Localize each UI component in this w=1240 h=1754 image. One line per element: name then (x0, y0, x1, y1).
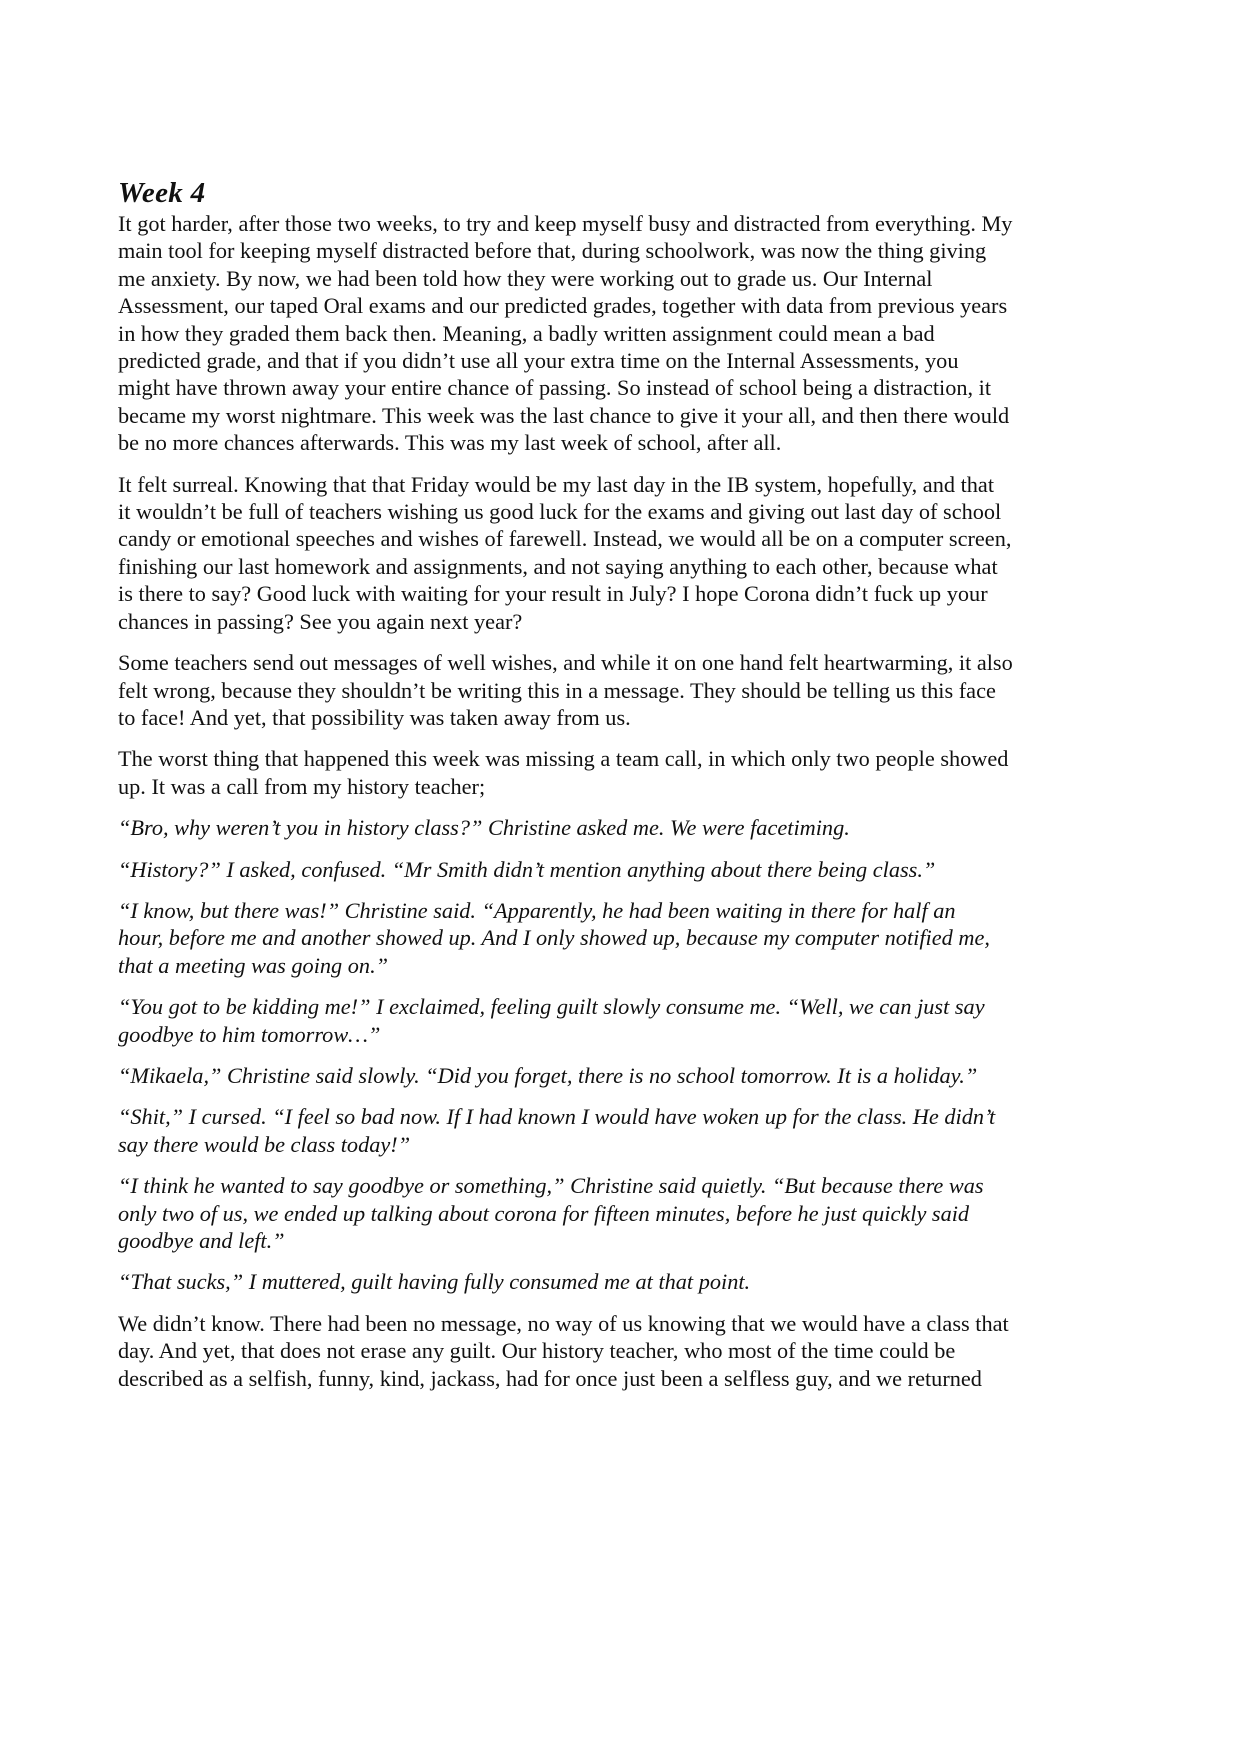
text-line: it wouldn’t be full of teachers wishing us good luck for the exams and giving out last day of school (118, 499, 1002, 525)
text-line: felt wrong, because they shouldn’t be writing this in a message. They should be telling us this face (118, 677, 996, 703)
text-line: is there to say? Good luck with waiting for your result in July? I hope Corona didn’t fuck up your (118, 581, 988, 607)
dialogue-paragraph (118, 897, 1128, 979)
dialogue-paragraph (118, 993, 1128, 1048)
text-line: The worst thing that happened this week was missing a team call, in which only two people showed (118, 746, 1009, 772)
body-paragraph (118, 649, 1128, 731)
paragraph-list (118, 210, 1128, 1392)
text-line: chances in passing? See you again next year? (118, 608, 523, 634)
text-line: We didn’t know. There had been no message, no way of us knowing that we would have a class that (118, 1310, 1009, 1336)
text-line: main tool for keeping myself distracted before that, during schoolwork, was now the thing giving (118, 238, 987, 264)
text-line: “Bro, why weren’t you in history class?” Christine asked me. We were facetiming. (118, 815, 850, 841)
text-line: in how they graded them back then. Meaning, a badly written assignment could mean a bad (118, 320, 935, 346)
dialogue-paragraph (118, 1268, 1128, 1295)
text-line: predicted grade, and that if you didn’t use all your extra time on the Internal Assessments, you (118, 348, 959, 374)
dialogue-paragraph (118, 1172, 1128, 1254)
text-line: day. And yet, that does not erase any guilt. Our history teacher, who most of the time could be (118, 1338, 956, 1364)
body-paragraph (118, 745, 1128, 800)
dialogue-paragraph (118, 856, 1128, 883)
document-body (118, 176, 1128, 1406)
text-line: finishing our last homework and assignments, and not saying anything to each other, because what (118, 553, 998, 579)
text-line: “That sucks,” I muttered, guilt having fully consumed me at that point. (118, 1269, 751, 1295)
text-line: up. It was a call from my history teacher; (118, 773, 486, 799)
text-line: goodbye and left.” (118, 1228, 285, 1253)
text-line: “You got to be kidding me!” I exclaimed, feeling guilt slowly consume me. “Well, we can just say (118, 994, 985, 1020)
text-line: became my worst nightmare. This week was the last chance to give it your all, and then there would (118, 402, 1010, 428)
section-heading: Week 4 (118, 177, 206, 209)
text-line: described as a selfish, funny, kind, jackass, had for once just been a selfless guy, and we returned (118, 1365, 982, 1391)
text-line: candy or emotional speeches and wishes of farewell. Instead, we would all be on a computer screen, (118, 526, 1012, 552)
text-line: only two of us, we ended up talking about corona for fifteen minutes, before he just quickly said (118, 1200, 970, 1226)
text-line: “I think he wanted to say goodbye or something,” Christine said quietly. “But because there was (118, 1173, 984, 1199)
text-line: that a meeting was going on.” (118, 952, 389, 978)
text-line: “History?” I asked, confused. “Mr Smith didn’t mention anything about there being class.” (118, 856, 936, 882)
dialogue-paragraph (118, 1103, 1128, 1158)
text-line: “I know, but there was!” Christine said. “Apparently, he had been waiting in there for half an (118, 897, 956, 923)
body-paragraph (118, 1310, 1128, 1392)
text-line: me anxiety. By now, we had been told how they were working out to grade us. Our Internal (118, 265, 933, 291)
body-paragraph (118, 210, 1128, 457)
text-line: “Shit,” I cursed. “I feel so bad now. If I had known I would have woken up for the class. He didn’t (118, 1104, 996, 1130)
text-line: to face! And yet, that possibility was taken away from us. (118, 704, 631, 730)
text-line: might have thrown away your entire chance of passing. So instead of school being a distraction, it (118, 375, 992, 401)
body-paragraph (118, 471, 1128, 635)
dialogue-paragraph (118, 814, 1128, 841)
text-line: goodbye to him tomorrow…” (118, 1021, 381, 1047)
text-line: It got harder, after those two weeks, to try and keep myself busy and distracted from everything. My (118, 211, 1013, 236)
text-line: say there would be class today!” (118, 1131, 411, 1157)
text-line: “Mikaela,” Christine said slowly. “Did you forget, there is no school tomorrow. It is a holiday.” (118, 1062, 978, 1088)
text-line: It felt surreal. Knowing that that Friday would be my last day in the IB system, hopefully, and that (118, 471, 995, 497)
text-line: be no more chances afterwards. This was my last week of school, after all. (118, 430, 782, 456)
text-line: Some teachers send out messages of well wishes, and while it on one hand felt heartwarming, it also (118, 650, 1013, 676)
text-line: hour, before me and another showed up. And I only showed up, because my computer notified me, (118, 925, 990, 951)
dialogue-paragraph (118, 1062, 1128, 1089)
text-line: Assessment, our taped Oral exams and our predicted grades, together with data from previous years (118, 293, 1008, 319)
